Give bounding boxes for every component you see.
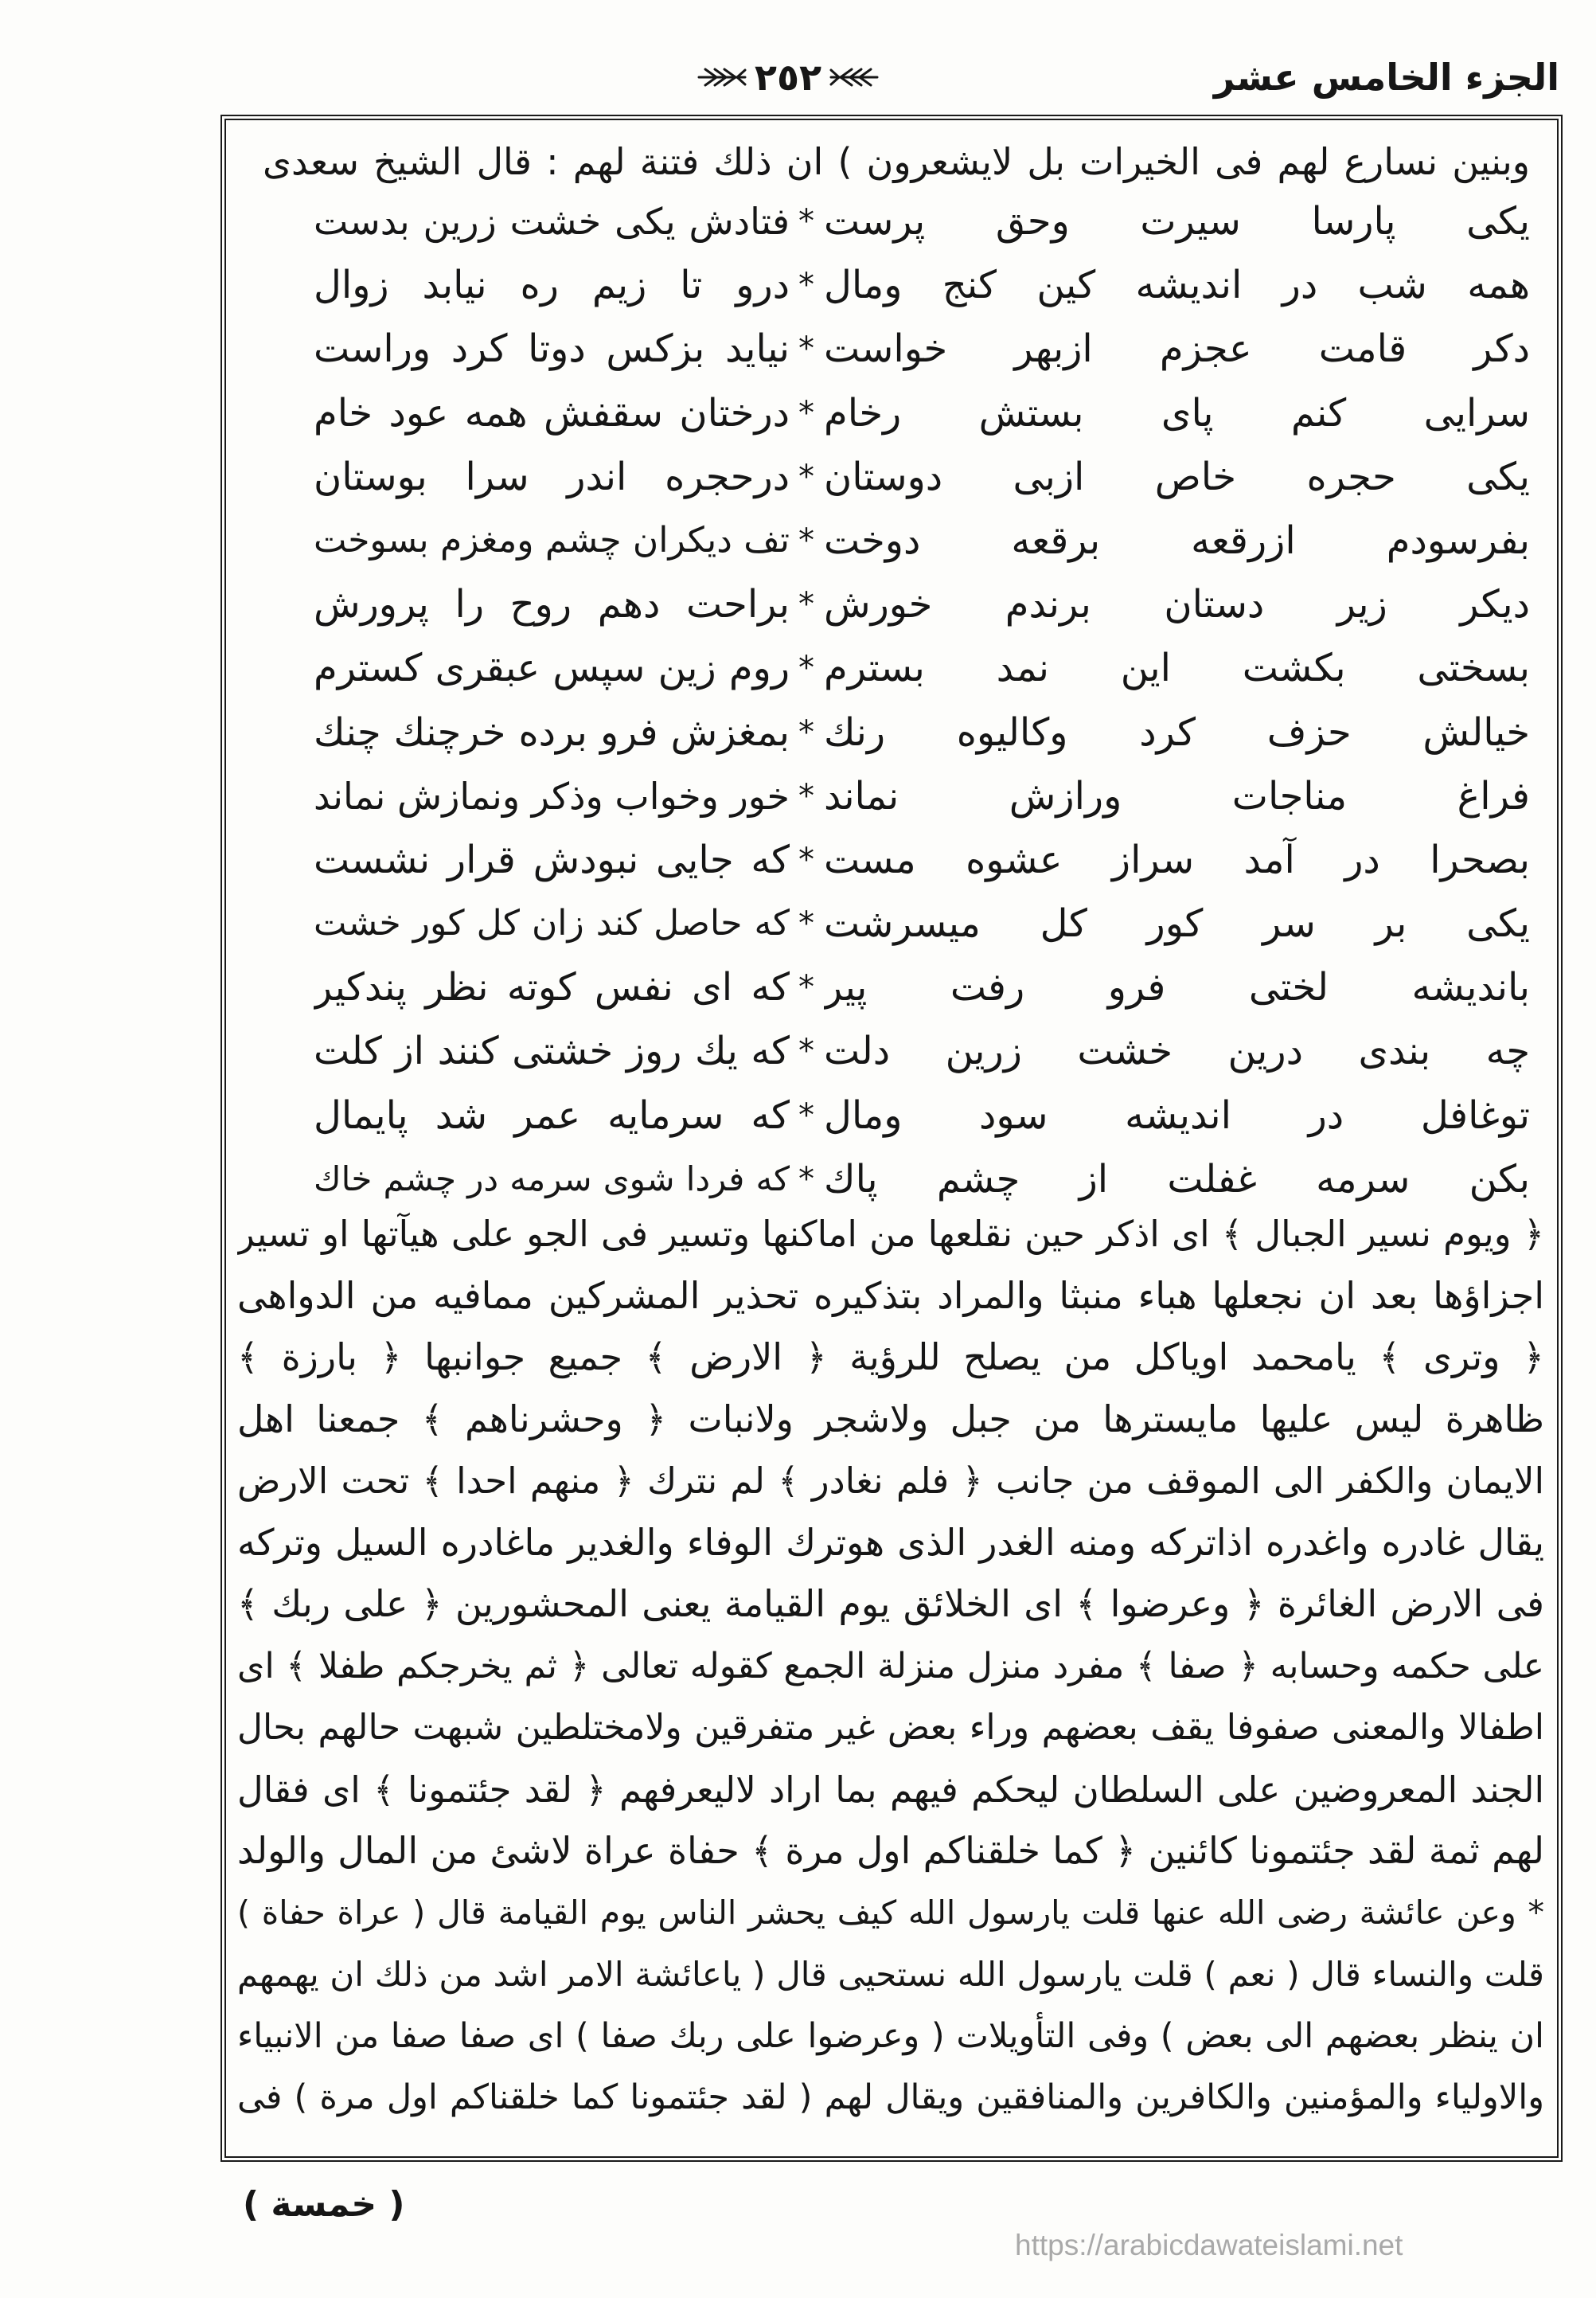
hemistich-first: بصحرا در آمد سراز عشوه مست (824, 837, 1530, 882)
verse-separator: * (798, 905, 814, 943)
prose-line: الجند المعروضين على السلطان ليحكم فيهم بما اراد لاليعرفهم ﴿ لقد جئتمونا ﴾ اى فقال (237, 1768, 1544, 1811)
hemistich-first: دكر قامت عجزم ازبهر خواست (824, 326, 1530, 372)
hemistich-first: توغافل در انديشه سود ومال (824, 1092, 1530, 1138)
watermark-url: https://arabicdawateislami.net (1015, 2229, 1403, 2261)
verse-line (0, 381, 1596, 445)
verse-separator: * (798, 267, 814, 304)
prose-line: * وعن عائشة رضى الله عنها قلت يارسول الله كيف يحشر الناس يوم القيامة قال ( عراة حفاة ) (237, 1893, 1544, 1932)
verse-line (0, 701, 1596, 764)
prose-line: لهم ثمة لقد جئتمونا كائنين ﴿ كما خلقناكم اول مرة ﴾ حفاة عراة لاشئ من المال والولد (237, 1829, 1544, 1872)
verse-line (0, 509, 1596, 573)
hemistich-second: نيايد بزكس دوتا كرد وراست (314, 326, 790, 372)
verse-separator: * (798, 330, 814, 368)
verse-line (0, 1019, 1596, 1083)
verse-separator: * (798, 522, 814, 559)
hemistich-first: يكى بر سر كور كل ميسرشت (824, 901, 1530, 947)
hemistich-second: درحجره اندر سرا بوستان (314, 454, 790, 499)
hemistich-second: كه سرمايه عمر شد پايمال (314, 1092, 790, 1138)
page-number-group (700, 51, 876, 104)
verse-separator: * (798, 777, 814, 815)
hemistich-second: كه حاصل كند زان كل كور خشت (314, 903, 790, 944)
catchword: ( خمسة ) (243, 2184, 405, 2225)
verse-line (0, 892, 1596, 956)
verse-separator: * (798, 650, 814, 687)
verse-line (0, 956, 1596, 1019)
hemistich-first: يكى پارسا سيرت وحق پرست (824, 199, 1530, 244)
prose-line: الايمان والكفر الى الموقف من جانب ﴿ فلم نغادر ﴾ لم نترك ﴿ منهم احدا ﴾ تحت الارض (237, 1460, 1544, 1502)
verse-line (0, 828, 1596, 892)
verse-line (0, 1084, 1596, 1147)
hemistich-second: درختان سقفش همه عود خام (314, 390, 790, 436)
hemistich-second: كه جايى نبودش قرار نشست (314, 837, 790, 882)
hemistich-second: كه فردا شوى سرمه در چشم خاك (314, 1159, 790, 1198)
verse-line (0, 573, 1596, 636)
hemistich-first: بفرسودم ازرقعه برقعه دوخت (824, 518, 1530, 563)
prose-line: قلت والنساء قال ( نعم ) قلت يارسول الله نستحيى قال ( ياعائشة الامر اشد من ذلك ان يهمهم (237, 1955, 1544, 1994)
verse-separator: * (798, 586, 814, 623)
ornament-right-icon (829, 65, 879, 89)
hemistich-first: بكن سرمه غفلت از چشم پاك (824, 1156, 1530, 1202)
hemistich-second: كه اى نفس كوته نظر پندكير (314, 965, 790, 1010)
verse-line (0, 1147, 1596, 1211)
verse-separator: * (798, 394, 814, 432)
prose-line: والاولياء والمؤمنين والكافرين والمنافقين ويقال لهم ( لقد جئتمونا كما خلقناكم اول مرة ) فى (237, 2077, 1544, 2117)
hemistich-first: بسختى بكشت اين نمد بسترم (824, 646, 1530, 691)
verse-separator: * (798, 1160, 814, 1198)
prose-block (237, 1203, 1544, 2129)
prose-line: يقال غادره واغدره اذاتركه ومنه الغدر الذى هوترك الوفاء والغدير ماغادره السيل وتركه (237, 1520, 1544, 1564)
verse-separator: * (798, 713, 814, 751)
hemistich-first: يكى حجره خاص ازبى دوستان (824, 454, 1530, 499)
hemistich-first: فراغ مناجات ورازش نماند (824, 773, 1530, 819)
verse-separator: * (798, 1033, 814, 1070)
verse-separator: * (798, 458, 814, 495)
prose-line: ان ينظر بعضهم الى بعض ) وفى التأويلات ( وعرضوا على ربك صفا ) اى صفا صفا من الانبياء (237, 2015, 1544, 2056)
verse-separator: * (798, 203, 814, 240)
page-number: ٢٥٢ (754, 56, 822, 99)
hemistich-second: خور وخواب وذكر ونمازش نماند (314, 774, 790, 818)
hemistich-second: كه يك روز خشتى كنند از كلت (314, 1029, 790, 1074)
hemistich-second: درو تا زيم ره نيابد زوال (314, 263, 790, 308)
prose-line: اطفالا والمعنى صفوفا يقف بعضهم وراء بعض غير متفرقين ولامختلطين شبهت حالهم بحال (237, 1707, 1544, 1748)
prose-line: على حكمه وحسابه ﴿ صفا ﴾ مفرد منزل منزلة الجمع كقوله تعالى ﴿ ثم يخرجكم طفلا ﴾ اى (237, 1645, 1544, 1686)
hemistich-first: سرايى كنم پاى بستش رخام (824, 390, 1530, 436)
hemistich-second: تف ديكران چشم ومغزم بسوخت (314, 519, 790, 561)
running-head-part-title: الجزء الخامس عشر (1213, 56, 1559, 99)
intro-line: وبنين نسارع لهم فى الخيرات بل لايشعرون ) ان ذلك فتنة لهم : قال الشيخ سعدى (263, 140, 1530, 183)
hemistich-second: روم زين سپس عبقرى كسترم (314, 646, 790, 691)
hemistich-second: بمغزش فرو برده خرچنك چنك (314, 709, 790, 755)
verse-line (0, 317, 1596, 381)
hemistich-first: خيالش حزف كرد وكاليوه رنك (824, 709, 1530, 755)
verse-separator: * (798, 969, 814, 1006)
prose-line: فى الارض الغائرة ﴿ وعرضوا ﴾ اى الخلائق يوم القيامة يعنى المحشورين ﴿ على ربك ﴾ (237, 1582, 1544, 1625)
prose-line: ظاهرة ليس عليها مايسترها من جبل ولاشجر ولانبات ﴿ وحشرناهم ﴾ جمعنا اهل (237, 1397, 1544, 1440)
ornament-left-icon (697, 65, 747, 89)
hemistich-second: فتادش يكى خشت زرين بدست (314, 200, 790, 243)
verse-line (0, 445, 1596, 509)
verse-line (0, 253, 1596, 317)
verse-separator: * (798, 841, 814, 878)
prose-line: اجزاؤها بعد ان نجعلها هباء منبثا والمراد بتذكيره تحذير المشركين ممافيه من الدواهى (237, 1273, 1544, 1317)
hemistich-second: براحت دهم روح را پرورش (314, 582, 790, 627)
verse-separator: * (798, 1096, 814, 1134)
verse-line (0, 190, 1596, 253)
verse-line (0, 764, 1596, 828)
verse-line (0, 636, 1596, 700)
hemistich-first: ديكر زير دستان برندم خورش (824, 582, 1530, 627)
prose-line: ﴿ وترى ﴾ يامحمد اوياكل من يصلح للرؤية ﴿ الارض ﴾ جميع جوانبها ﴿ بارزة ﴾ (237, 1335, 1544, 1378)
hemistich-first: چه بندى درين خشت زرين دلت (824, 1029, 1530, 1074)
hemistich-first: همه شب در انديشه كين كنج ومال (824, 263, 1530, 308)
prose-line: ﴿ ويوم نسير الجبال ﴾ اى اذكر حين نقلعها من اماكنها وتسير فى الجو على هيآتها او تسير (237, 1213, 1544, 1255)
hemistich-first: بانديشه لختى فرو رفت پير (824, 965, 1530, 1010)
verse-block (0, 190, 1596, 1211)
